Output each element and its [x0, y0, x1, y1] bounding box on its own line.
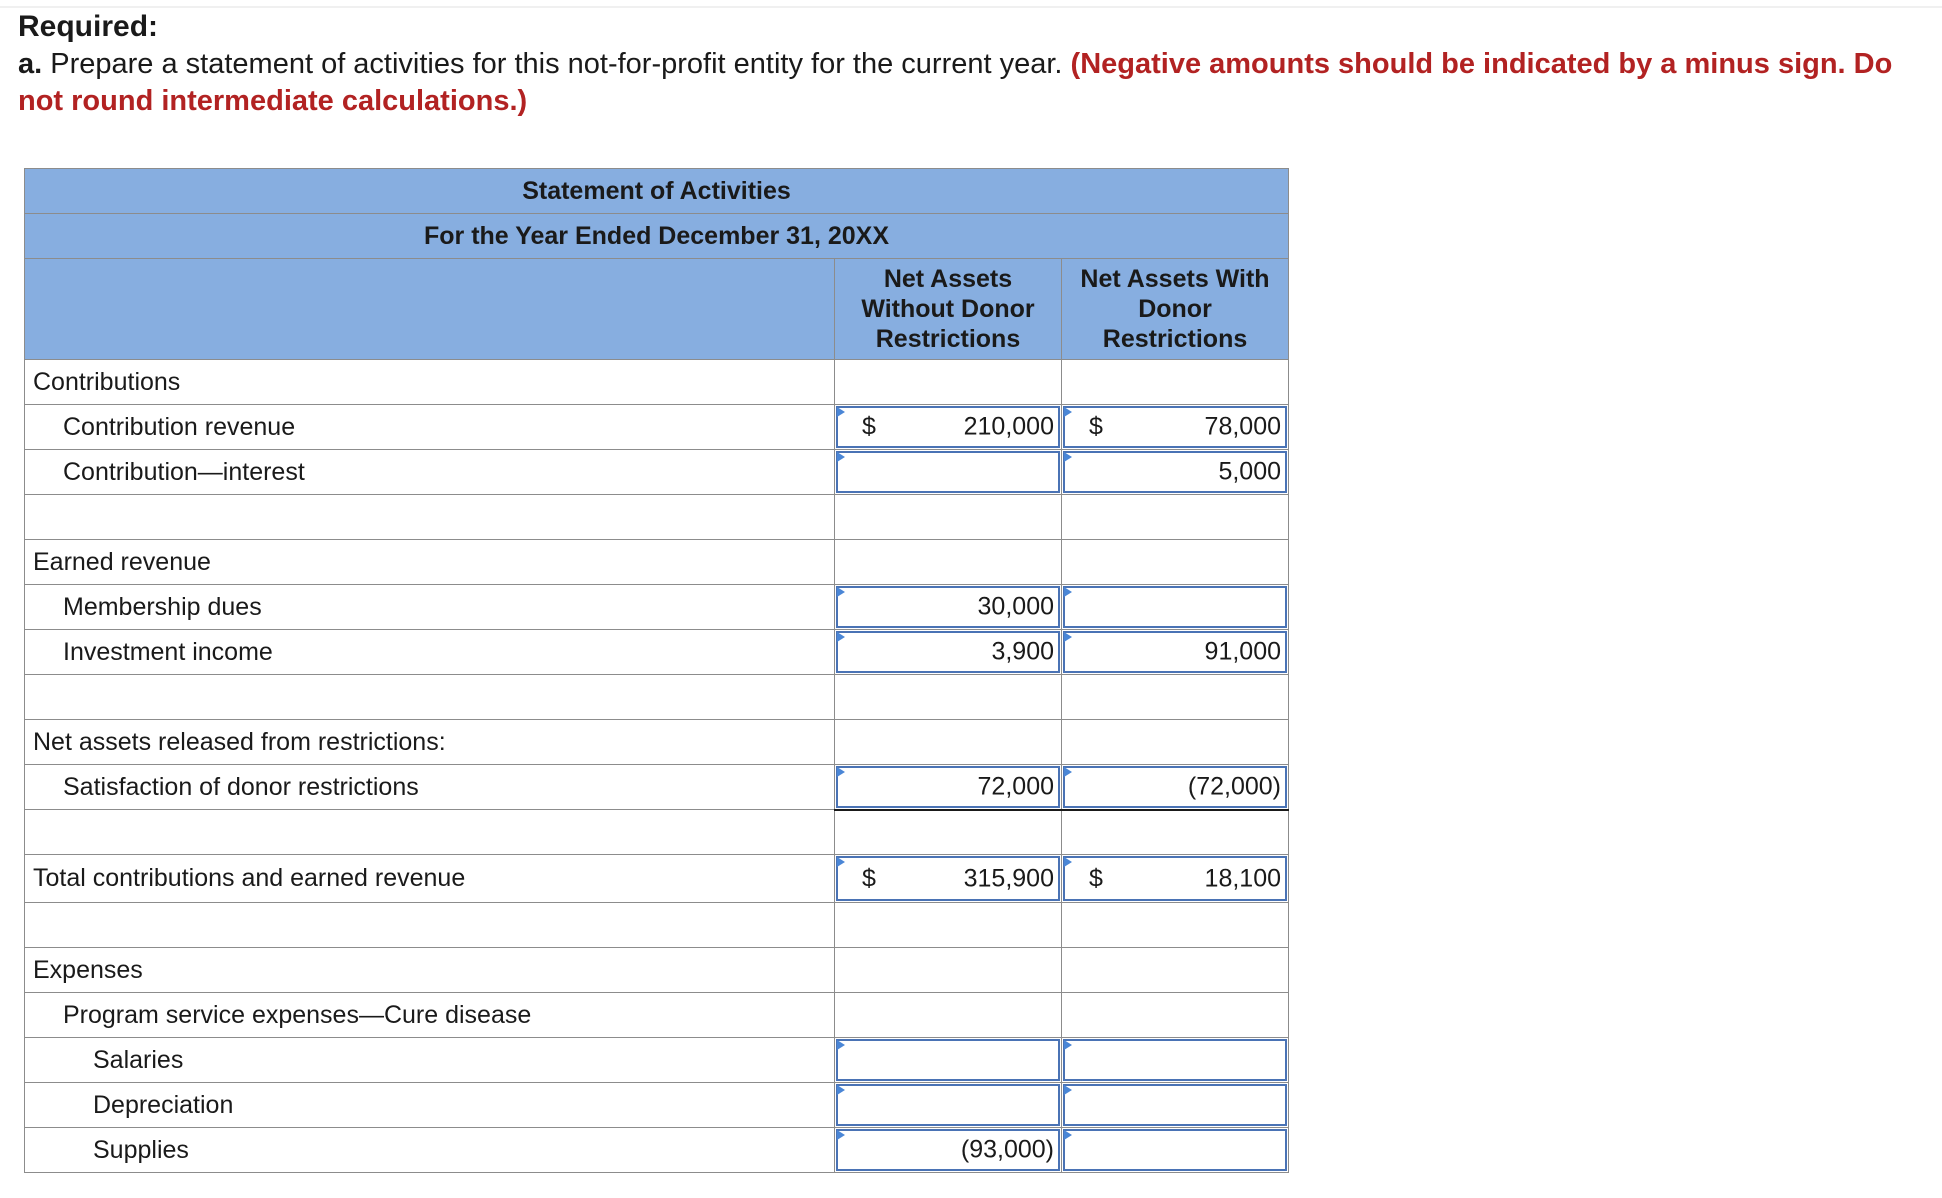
amount-input[interactable] — [836, 631, 1060, 673]
cell-with-restrictions — [1062, 720, 1289, 765]
amount-value: 5,000 — [1218, 457, 1282, 486]
table-row — [25, 495, 1289, 540]
amount-input[interactable] — [1063, 1084, 1287, 1126]
cell-with-restrictions — [1062, 993, 1289, 1038]
amount-input[interactable] — [1063, 631, 1287, 673]
table-row — [25, 675, 1289, 720]
amount-input[interactable] — [836, 406, 1060, 448]
row-label — [25, 810, 835, 855]
cell-without-restrictions — [835, 675, 1062, 720]
table-row — [25, 450, 1289, 495]
table-row — [25, 1038, 1289, 1083]
amount-value: 30,000 — [977, 592, 1054, 621]
cell-without-restrictions — [835, 630, 1062, 675]
statement-title: Statement of Activities — [25, 169, 1289, 214]
col2-header-line: Donor — [1138, 295, 1212, 323]
cell-with-restrictions — [1062, 585, 1289, 630]
amount-value: 315,900 — [963, 864, 1054, 892]
row-label: Total contributions and earned revenue — [25, 855, 835, 903]
cell-with-restrictions — [1062, 855, 1289, 903]
title-row — [25, 169, 1289, 214]
amount-input[interactable] — [1063, 586, 1287, 628]
cell-with-restrictions — [1062, 405, 1289, 450]
dollar-sign: $ — [1089, 412, 1103, 441]
table-row — [25, 810, 1289, 855]
cell-without-restrictions — [835, 450, 1062, 495]
instruction-note: (Negative amounts should be indicated by a minus sign. Do not round intermediate calculations.) — [18, 48, 1893, 117]
row-label — [25, 495, 835, 540]
amount-input[interactable] — [836, 586, 1060, 628]
row-label — [25, 903, 835, 948]
table-row — [25, 948, 1289, 993]
cell-without-restrictions — [835, 993, 1062, 1038]
table-row — [25, 585, 1289, 630]
amount-input[interactable] — [836, 856, 1060, 901]
statement-period: For the Year Ended December 31, 20XX — [25, 214, 1289, 259]
table-row — [25, 903, 1289, 948]
cell-with-restrictions — [1062, 1128, 1289, 1173]
table-row — [25, 720, 1289, 765]
amount-input[interactable] — [836, 1039, 1060, 1081]
amount-input[interactable] — [1063, 1039, 1287, 1081]
col2-header-line: Restrictions — [1102, 325, 1248, 353]
col1-header-line: Restrictions — [875, 325, 1021, 353]
cell-without-restrictions — [835, 1038, 1062, 1083]
instruction-text: Prepare a statement of activities for this not-for-profit entity for the current year. — [50, 48, 1063, 80]
amount-input[interactable] — [836, 451, 1060, 493]
amount-value: 3,900 — [991, 637, 1054, 666]
column-header-row — [25, 259, 1289, 360]
period-row — [25, 214, 1289, 259]
part-letter: a. — [18, 48, 43, 80]
col1-header-line: Without Donor — [861, 295, 1035, 323]
amount-input[interactable] — [1063, 766, 1287, 808]
cell-with-restrictions — [1062, 360, 1289, 405]
cell-with-restrictions — [1062, 903, 1289, 948]
table-row — [25, 630, 1289, 675]
amount-value: 210,000 — [963, 412, 1054, 441]
amount-input[interactable] — [1063, 856, 1287, 901]
col1-header-line: Net Assets — [883, 265, 1013, 293]
amount-value: 91,000 — [1204, 637, 1282, 666]
table-row — [25, 1083, 1289, 1128]
amount-input[interactable] — [1063, 1129, 1287, 1171]
cell-without-restrictions — [835, 765, 1062, 810]
amount-value: (93,000) — [960, 1135, 1054, 1164]
table-row — [25, 405, 1289, 450]
row-label: Earned revenue — [25, 540, 835, 585]
col-header-without-restrictions — [835, 259, 1062, 360]
row-label: Membership dues — [25, 585, 835, 630]
cell-with-restrictions — [1062, 1083, 1289, 1128]
dollar-sign: $ — [862, 864, 876, 892]
row-label: Satisfaction of donor restrictions — [25, 765, 835, 810]
row-label: Program service expenses—Cure disease — [25, 993, 835, 1038]
col-header-with-restrictions — [1062, 259, 1289, 360]
cell-with-restrictions — [1062, 675, 1289, 720]
row-label: Net assets released from restrictions: — [25, 720, 835, 765]
cell-with-restrictions — [1062, 630, 1289, 675]
cell-with-restrictions — [1062, 810, 1289, 855]
table-row — [25, 993, 1289, 1038]
amount-input[interactable] — [1063, 406, 1287, 448]
cell-without-restrictions — [835, 585, 1062, 630]
instructions — [18, 46, 1918, 120]
cell-without-restrictions — [835, 1083, 1062, 1128]
cell-without-restrictions — [835, 540, 1062, 585]
row-label: Expenses — [25, 948, 835, 993]
cell-with-restrictions — [1062, 948, 1289, 993]
cell-without-restrictions — [835, 720, 1062, 765]
cell-without-restrictions — [835, 360, 1062, 405]
amount-input[interactable] — [836, 1084, 1060, 1126]
row-label: Depreciation — [25, 1083, 835, 1128]
cell-without-restrictions — [835, 810, 1062, 855]
col2-header-line: Net Assets With — [1080, 265, 1270, 293]
statement-table — [24, 168, 1289, 1173]
table-row — [25, 1128, 1289, 1173]
amount-value: 78,000 — [1204, 412, 1282, 441]
table-row — [25, 540, 1289, 585]
dollar-sign: $ — [1089, 864, 1103, 892]
amount-input[interactable] — [836, 1129, 1060, 1171]
cell-with-restrictions — [1062, 765, 1289, 810]
row-label: Salaries — [25, 1038, 835, 1083]
cell-with-restrictions — [1062, 450, 1289, 495]
row-label: Contribution—interest — [25, 450, 835, 495]
required-heading: Required: — [18, 10, 159, 43]
row-label: Contributions — [25, 360, 835, 405]
amount-value: 72,000 — [977, 772, 1054, 801]
cell-without-restrictions — [835, 948, 1062, 993]
amount-input[interactable] — [1063, 451, 1287, 493]
row-label: Contribution revenue — [25, 405, 835, 450]
table-row — [25, 855, 1289, 903]
amount-value: 18,100 — [1204, 864, 1282, 892]
cell-with-restrictions — [1062, 1038, 1289, 1083]
row-label: Supplies — [25, 1128, 835, 1173]
cell-without-restrictions — [835, 903, 1062, 948]
dollar-sign: $ — [862, 412, 876, 441]
amount-value: (72,000) — [1187, 772, 1282, 801]
table-row — [25, 360, 1289, 405]
cell-without-restrictions — [835, 1128, 1062, 1173]
cell-with-restrictions — [1062, 495, 1289, 540]
cell-without-restrictions — [835, 855, 1062, 903]
row-label: Investment income — [25, 630, 835, 675]
table-row — [25, 765, 1289, 810]
cell-with-restrictions — [1062, 540, 1289, 585]
top-divider — [0, 6, 1942, 8]
header-label-cell — [25, 259, 835, 360]
cell-without-restrictions — [835, 495, 1062, 540]
amount-input[interactable] — [836, 766, 1060, 808]
cell-without-restrictions — [835, 405, 1062, 450]
row-label — [25, 675, 835, 720]
